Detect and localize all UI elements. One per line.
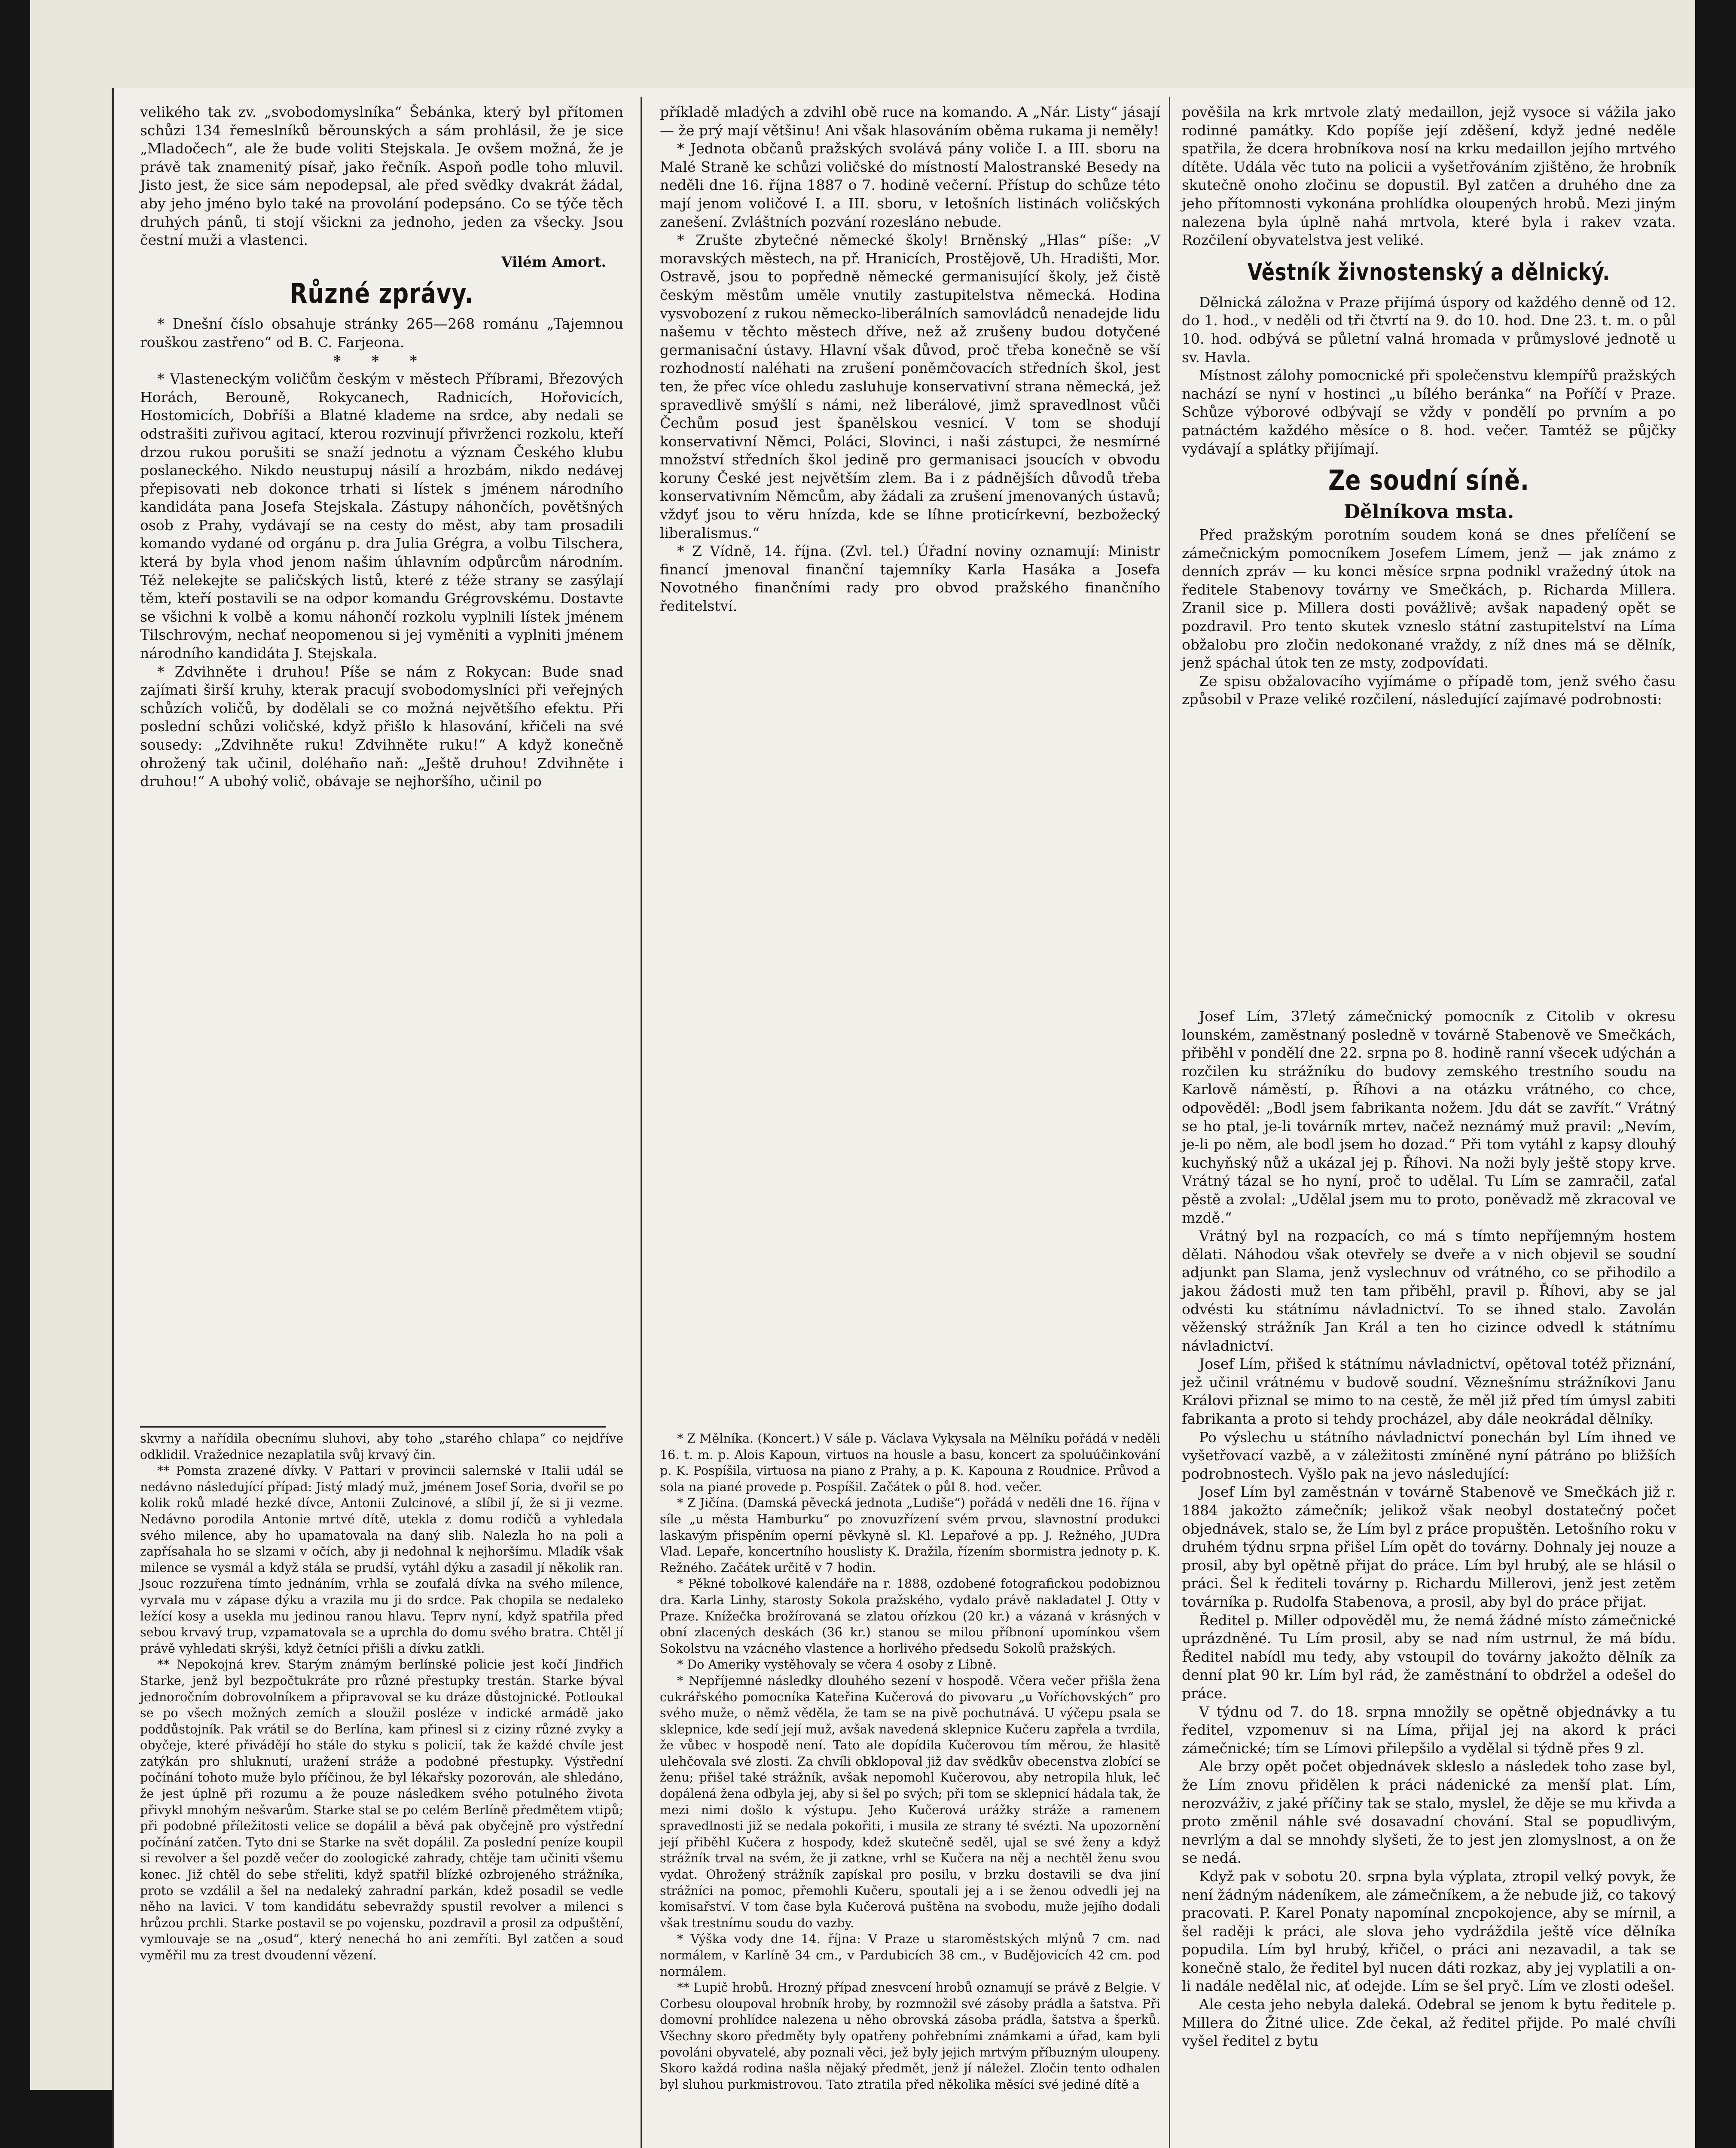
signature: Vilém Amort. <box>501 253 606 270</box>
newspaper-page <box>112 88 1695 2148</box>
scan-left-edge <box>0 0 30 2148</box>
article-z-melnika: * Z Mělníka. (Koncert.) V sále p. Václava Vykysala na Mělníku pořádá v neděli 16. t. m. p. Alois Kapoun, virtuos na housle a basu, koncert za spoluúčinkování p. K. Pospíšila, virtuosa na piano z Prahy, a p. K. Kapouna z Roudnice. Průvod a sola na piané provede p. Pospíšil. Začátek o půl 8. hod. večer. <box>660 1431 1160 1494</box>
soud-paragraph-6: Ředitel p. Miller odpověděl mu, že nemá žádné místo zámečnické uprázdněné. Tu Lím prosil, aby se nad ním ustrnul, že má bídu. Ředitel nabídl mu tedy, aby vstoupil do továrny jakožto dělník za denní plat 90 kr. Lím byl rád, že zaměstnání to obdržel a odešel do práce. <box>1182 1611 1676 1702</box>
article-jednota: * Jednota občanů pražských svolává pány voliče I. a III. sboru na Malé Straně ke schůzi voličské do místností Malostranské Besedy na neděli dne 16. října 1887 o 7. hodině večerní. Přístup do schůze této mají jenom voličové I. a III. sboru, v letošních listinách voličských zanešení. Zvláštních pozvání rozesláno nebude. <box>660 140 1160 230</box>
column-rule-1 <box>641 97 642 2148</box>
column-1-upper <box>140 103 623 791</box>
section-title-vestnik: Věstník živnostenský a dělnický. <box>1247 258 1611 286</box>
soud-paragraph-1: Josef Lím, 37letý zámečnický pomocník z Citolib v okresu lounském, zaměstnaný posledně v továrně Stabenově ve Smečkách, přiběhl v pondělí dne 22. srpna po 8. hodině ranní všecek udýchán a rozčilen ku strážníku do budovy zemského trestního soudu na Karlově náměstí, p. Říhovi a na otázku vrátného, co chce, odpověděl: „Bodl jsem fabrikanta nožem. Jdu dát se zavřít.“ Vrátný se ho ptal, je-li továrník mrtev, načež neznámý muž pravil: „Nevím, je-li po něm, ale bodl jsem ho dozad.“ Při tom vytáhl z kapsy dlouhý kuchyňský nůž a ukázal jej p. Říhovi. Na noži byly ještě stopy krve. Vrátný tázal se ho nyní, proč to udělal. Tu Lím se zamračil, zaťal pěstě a zvolal: „Udělal jsem mu to proto, poněvadž mě zkracoval ve mzdě.“ <box>1182 1008 1676 1226</box>
article-kalendare: * Pěkné tobolkové kalendáře na r. 1888, ozdobené fotografickou podobiznou dra. Karla Linhy, starosty Sokola pražského, vydalo právě nakladatel J. Otty v Praze. Knížečka brožírovaná se zlatou ořízkou (20 kr.) a vázaná v krásných v obní zlacených deskách (36 kr.) stanou se milou příbnoní upomínkou všem Sokolstvu na vzácného vlastence a horlivého předsedu Sokolů pražských. <box>660 1577 1160 1656</box>
article-roman: * Dnešní číslo obsahuje stránky 265—268 románu „Tajemnou rouškou zastřeno“ od B. C. Farjeona. <box>140 315 623 351</box>
article-mistnost: Místnost zálohy pomocnické při společenstvu klempířů pražských nachází se nyní v hostinci „u bílého beránka“ na Poříčí v Praze. Schůze výborové odbývají se vždy v pondělí po prvním a po patnáctém každého měsíce o 8. hod. večer. Tamtéž se půjčky vydávají a splátky přijímají. <box>1182 367 1676 457</box>
section-title-ruzne-zpravy: Různé zprávy. <box>290 278 474 310</box>
column-2-lower <box>660 1431 1160 2093</box>
article-do-ameriky: * Do Ameriky vystěhovaly se včera 4 osoby z Libně. <box>677 1657 997 1672</box>
scan-right-edge <box>1695 0 1736 2148</box>
soud-paragraph-9: Když pak v sobotu 20. srpna byla výplata, ztropil velký povyk, že není žádným nádeníkem, ale zámečníkem, a že nebude již, co takový pracovati. P. Karel Ponaty napomínal zncpokojence, aby se mírnil, a šel raději k práci, ale slova jeho vydráždila ještě více dělníka popudila. Lím byl hrubý, křičel, o práci ani nezavadil, a tak se konečně stalo, že ředitel byl nucen dáti rozkaz, aby jej vyplatili a on-li nadále nedělal nic, ať odejde. Lím se šel pryč. Lím ve zlosti odešel. <box>1182 1867 1676 1995</box>
section-title-soudni-sin: Ze soudní síně. <box>1328 465 1529 497</box>
article-hroby-end: pověšila na krk mrtvole zlatý medaillon, jejž vysoce si vážila jako rodinné památky. Kdo popíše její zděšení, když jedné neděle spatřila, že dcera hrobníkova nosí na krku medaillon jejího mrtvého dítěte. Udála věc tuto na policii a vyšetřováním zjištěno, že hrobník skutečně onoho zločinu se dopustil. Byl zatčen a druhého dne za jeho přítomnosti vykonána prohlídka oloupených hrobů. Mezi jiným nalezena byla úplně nahá mrtvola, které byla i rakev vzata. Rozčilení obyvatelstva jest veliké. <box>1182 104 1676 249</box>
soud-paragraph-3: Josef Lím, přišed k státnímu návladnictví, opětoval totéž přiznání, jež učinil vrátnému v budově soudní. Věznešnímu strážníkovi Janu Královi přiznal se mimo to na cestě, že měl již před tím úmysl zabiti fabrikanta a proto si tehdy procházel, aby dále neokrádal dělníky. <box>1182 1355 1676 1428</box>
article-vyska-vody: * Výška vody dne 14. října: V Praze u staroměstských mlýnů 7 cm. nad normálem, v Karlíně 34 cm., v Pardubicích 38 cm., v Budějovicích 42 cm. pod normálem. <box>660 1932 1160 1979</box>
article-vraždnice-end: skvrny a nařídila obecnímu sluhovi, aby toho „starého chlapa“ co nejdříve odklidil. Vražednice nezaplatila svůj krvavý čin. <box>140 1431 623 1462</box>
article-vlastenecky-volicum: * Vlasteneckým voličům českým v městech Příbrami, Březových Horách, Berouně, Rokycanech, Radnicích, Hořovicích, Hostomicích, Dobříši a Blatné klademe na srdce, aby nedali se odstrašiti zuřivou agitací, kterou rozvinují přivrženci rozkolu, kteří drzou rukou porušiti se snaží jednotu a význam Českého klubu poslaneckého. Nikdo neustupuj násilí a hrozbám, nikdo nedávej přepisovati neb dokonce trhati si lístek s jménem národního kandidáta pana Josefa Stejskala. Zástupy náhončích, povětšných osob z Prahy, vydávají se na cesty do měst, aby tam prosadili komando vydané od orgánu p. dra Julia Grégra, a volbu Tilschera, která by byla vhod jenom našim úhlavním odpůrcům národním. Též nelekejte se paličských listů, které z téže strany se zasýlají těm, kteří postavili se na odpor komandu Grégrovskému. Dostavte se všichni k volbě a komu náhončí rozkolu vyplnili lístek jménem Tilschrovým, nechať neopomenou si jej vyměniti a vyplniti jménem národního kandidáta J. Stejskala. <box>140 370 623 662</box>
article-zruste-skoly: * Zrušte zbytečné německé školy! Brněnský „Hlas“ píše: „V moravských městech, na př. Hranicích, Prostějově, Uh. Hradišti, Mor. Ostravě, jsou to popředně německé germanisující školy, jež čistě českým městům uměle vnutily zastupitelstva německá. Hodina vysvobození z rukou německo-liberálních samovládců nenadejde lidu našemu v těchto městech dříve, než až zrušeny budou dotyčené germanisační ústavy. Hlavní však důvod, proč třeba konečně se vší rozhodností naléhati na zrušení poněmčovacích středních škol, jest ten, že přec více ohledu zasluhuje konservativní strana německá, jež spravedlivě smýšlí s námi, než liberálové, jimž spravedlnost vůči Čechům posud jest španělskou vesnicí. V tom se shodují konservativní Němci, Poláci, Slovinci, i naši zástupci, že nesmírné množství středních škol jedině pro germanisaci jsoucích v obvodu koruny České jest největším zlem. Ba i z pádnějších důvodů třeba konservativním Němcům, aby žádali za zrušení jmenovaných ústavů; vždyť jsou to věru hnízda, kde se líhne proticírkevní, bezbožecký liberalismus.“ <box>660 232 1160 541</box>
soud-paragraph-4: Po výslechu u státního návladnictví ponechán byl Lím ihned ve vyšetřovací vazbě, a v záležitosti zmíněné nyní pátráno po bližších podrobnostech. Vyšlo pak na jevo následující: <box>1182 1428 1676 1482</box>
feuilleton-rule <box>140 1426 606 1428</box>
column-3-lower <box>1182 1007 1676 2050</box>
soud-paragraph-2: Vrátný byl na rozpacích, co má s tímto nepříjemným hostem dělati. Náhodou však otevřely se dveře a v nich objevil se soudní adjunkt pan Slama, jenž vyslechnuv od vrátného, co se přihodilo a jakou žádosti muž ten tam přiběhl, pravil p. Říhovi, aby se jal odvésti ku státnímu návladnictví. To se ihned stalo. Zavolán věženský strážník Jan Král a ten ho cizince odvedl k státnímu návladnictví. <box>1182 1227 1676 1354</box>
soud-paragraph-10: Ale cesta jeho nebyla daleká. Odebral se jenom k bytu ředitele p. Millera do Žitné ulice. Zde čekal, až ředitel přijde. Po malé chvíli vyšel ředitel z bytu <box>1182 1996 1676 2050</box>
column-1-lower <box>140 1431 623 1964</box>
soud-paragraph-7: V týdnu od 7. do 18. srpna množily se opětně objednávky a tu ředitel, vzpomenuv si na Líma, přijal jej na akord k práci zámečnické; tím se Límovi přilepšilo a vydělal si týdně přes 9 zl. <box>1182 1703 1676 1757</box>
article-nasledky-sezeni: * Nepříjemné následky dlouhého sezení v hospodě. Včera večer přišla žena cukrářského pomocníka Kateřina Kučerová do pivovaru „u Voříchovských“ pro svého muže, o němž věděla, že tam se na pivě pochutnává. U výčepu psala se sklepnice, kde sedí její muž, avšak navedená sklepnice Kučeru zapřela a tvrdila, že vůbec v hospodě není. Tato ale dopídila Kučerovou tím měrou, že hlasitě ulehčovala své zlosti. Za chvíli obklopoval již dav svědkův obecenstva zlobící se ženu; přišel také strážník, avšak nepomohl Kučerovou, aby netropila hluk, leč dopálená žena odbyla jej, aby si šel po svých; při tom se sklepnicí hádala tak, že mezi nimi došlo k výstupu. Jeho Kučerová urážky stráže a ramenem spravedlnosti již se nedala pokořiti, i musila ze strany té svézti. Na upozornění její přiběhl Kučera z hospody, kdež skutečně seděl, ujal se své ženy a když strážník trval na svém, že ji zatkne, vrhl se Kučera na něj a nechtěl ženu svou vydat. Ohrožený strážník zapískal pro posilu, v brzku dostavili se dva jiní strážníci na pomoc, přemohli Kučeru, spoutali jej a i se ženou odvedli jej na komisařství. V tom čase byla Kučerová puštěna na svobodu, muže jejího dodali však trestnímu soudu do vazby. <box>660 1673 1160 1930</box>
column-3-upper <box>1182 103 1676 709</box>
article-soud-spis: Ze spisu obžalovacího vyjímáme o případě tom, jenž svého času způsobil v Praze veliké rozčilení, následující zajímavé podrobnosti: <box>1182 672 1676 708</box>
article-soud-intro: Před pražským porotním soudem koná se dnes přelíčení se zámečnickým pomocníkem Josefem Límem, jenž — jak známo z denních zpráv — ku konci měsíce srpna podnikl vražedný útok na ředitele Stabenovy továrny ve Smečkách, p. Richarda Millera. Zranil sice p. Millera dosti povážlivě; avšak napadený opět se pozdravil. Pro tento skutek vzneslo státní zastupitelství na Líma obžalobu pro zločin nedokonané vraždy, z níž dnes má se dělník, jenž spáchal útok ten ze msty, zodpovídati. <box>1182 526 1676 671</box>
article-delnicka-zalozna: Dělnická záložna v Praze přijímá úspory od každého denně od 12. do 1. hod., v neděli od tři čtvrtí na 9. do 10. hod. Dne 23. t. m. o půl 10. hod. odbývá se půletní valná hromada v průmyslové jednotě u sv. Havla. <box>1182 293 1676 366</box>
column-2-upper <box>660 103 1160 616</box>
subtitle-delnikova-msta: Dělníkova msta. <box>1343 501 1514 523</box>
section-divider-stars: * * * <box>333 352 430 369</box>
article-lupic-hrobu: ** Lupič hrobů. Hrozný případ znesvcení hrobů oznamují se právě z Belgie. V Corbesu oloupoval hrobník hroby, by rozmnožil své zásoby prádla a šatstva. Při domovní prohlídce nalezena u něho obrovská zásoba prádla, šatstva a šperků. Všechny skoro předměty byly opatřeny pohřebními známkami a úřad, kam byli povoláni obyvatelé, aby poznali věci, jež byly jejich mrtvým příbuzným uloupeny. Skoro každá rodina našla nějaký předmět, jenž jí náležel. Zločin tento odhalen byl sluhou purkmistrovou. Tato ztratila před několika měsíci své jediné dítě a <box>660 1980 1160 2092</box>
article-pomsta-divky: ** Pomsta zrazené dívky. V Pattari v provincii salernské v Italii udál se nedávno následující případ: Jistý mladý muž, jménem Josef Soria, dvořil se po kolik roků mladé hezké dívce, Antonii Zulcinové, a slíbil jí, že si ji vezme. Nedávno porodila Antonie mrtvé dítě, utekla z domu rodičů a vyhledala svého milence, aby ho upamatovala na daný slib. Nalezla ho na poli a zapřísahala ho se slzami v očích, aby ji nedohnal k nejhoršímu. Mladík však milence se vysmál a když stála se prudší, vytáhl dýku a zasadil jí několik ran. Jsouc rozzuřena tímto jednáním, vrhla se zoufalá dívka na svého milence, vyrvala mu v zápase dýku a vrazila mu ji do srdce. Pak chopila se nedaleko ležící kosy a usekla mu jedinou ranou hlavu. Teprv nyní, když spatřila před sebou krvavý trup, vzpamatovala se a uprchla do domu svého bratra. Chtěl jí právě vyhledati skrýši, když četníci přišli a dívku zatkli. <box>140 1464 623 1656</box>
article-amort-end: velikého tak zv. „svobodomyslníka“ Šebánka, který byl přítomen schůzi 134 řemeslníků běrounských a sám prohlásil, že je sice „Mladočech“, ale že bude voliti Stejskala. Je ovšem možná, že je právě tak znamenitý písař, jako řečník. Aspoň podle toho mluvil. Jisto jest, že sice sám nepodepsal, ale před svědky dvakrát žádal, aby jeho jméno bylo také na provolání podepsáno. Co se týče těch druhých pánů, ti stojí všickni za jednoho, jeden za všecky. Jsou čestní muži a vlastenci. <box>140 104 623 249</box>
soud-paragraph-8: Ale brzy opět počet objednávek skleslo a následek toho zase byl, že Lím znovu přidělen k práci nádenické za menší plat. Lím, nerozváživ, z jaké příčiny tak se stalo, myslel, že děje se mu křivda a proto změnil náhle své dosavadní chování. Stal se popudlivým, nevrlým a dal se mnohdy slyšeti, že to jest jen zlomyslnost, a on že se nedá. <box>1182 1758 1676 1867</box>
article-zdvihnete: * Zdvihněte i druhou! Píše se nám z Rokycan: Bude snad zajímati širší kruhy, kterak pracují svobodomyslníci při veřejných schůzích voličů, by dodělali se co možná největšího efektu. Při poslední schůzi voličské, když přišlo k hlasování, křičeli na své sousedy: „Zdvihněte ruku! Zdvihněte ruku!“ A když konečně ohrožený tak učinil, doléhaño naň: „Ještě druhou! Zdvihněte i druhou!“ A ubohý volič, obávaje se nejhoršího, učinil po <box>140 663 623 790</box>
article-z-jicina: * Z Jičína. (Damská pěvecká jednota „Ludiše“) pořádá v neděli dne 16. října v síle „u města Hamburku“ po znovuzřízení svém prvou, slavnostní produkci laskavým přispěním operní pěvkyně sl. Kl. Lepařové a pp. J. Režného, JUDra Vlad. Lepaře, koncertního houslisty K. Dražila, řízením sbormistra jednoty p. K. Režného. Začátek určitě v 7 hodin. <box>660 1496 1160 1575</box>
article-z-vidne: * Z Vídně, 14. října. (Zvl. tel.) Úřadní noviny oznamují: Ministr financí jmenoval finanční tajemníky Karla Hasáka a Josefa Novotného finančními rady pro obvod pražského finančního ředitelství. <box>660 543 1160 615</box>
article-continuation: příkladě mladých a zdvihl obě ruce na komando. A „Nár. Listy“ jásají — že prý mají většinu! Ani však hlasováním oběma rukama ji neměly! <box>660 104 1160 139</box>
article-nepokojna-krev: ** Nepokojná krev. Starým známým berlínské policie jest kočí Jindřich Starke, jenž byl bezpočtukráte pro různé přestupky trestán. Starke býval jednoročním dobrovolníkem a připravoval se ku dráze důstojnické. Potloukal se po všech možných zemích a sloužil posléze v indické armádě jako poddůstojník. Pak vrátil se do Berlína, kam přinesl si z ciziny různé zvyky a obyčeje, které přivádějí ho stále do styku s policií, tak že každé chvíle jest zatýkán pro shluknutí, uražení stráže a podobné přestupky. Výstřední počínání tohoto muže bylo příčinou, že byl lékařsky pozorován, ale shledáno, že jest úplně při rozumu a že pouze následkem svého potulného života přivykl mnohým nešvarům. Starke stal se po celém Berlíně předmětem vtipů; při podobné příležitosti velice se dopálil a běvá pak obyčejně pro výstřední počínání zatčen. Tyto dni se Starke na svět dopálil. Za poslední peníze koupil si revolver a šel pozdě večer do zoologické zahrady, chtěje tam učiniti všemu konec. Již chtěl do sebe střeliti, když spatřil blízké ozbrojeného strážníka, proto se vzdálil a šel na nedaleký zahradní parkán, kdež posadil se vedle něho na lavici. V tom kandidátu sebevraždy spustil revolver a milenci s hrůzou prchli. Starke postavil se po vojensku, pozdravil a prosil za odpuštění, vymlouvaje se na „osud“, který nenechá ho ani zemříti. Byl zatčen a soud vyměřil mu za trest dvoudenní vězení. <box>140 1657 623 1962</box>
soud-paragraph-5: Josef Lím byl zaměstnán v továrně Stabenově ve Smečkách již r. 1884 jakožto zámečník; jelikož však neobyl dostatečný počet objednávek, stalo se, že Lím byl z práce propuštěn. Letošního roku v druhém týdnu srpna přišel Lím opět do továrny. Dohnaly jej nouze a prosil, aby byl opětně přijat do práce. Lím byl hrubý, ale se hlásil o práci. Šel k řediteli továrny p. Richardu Millerovi, jenž jest zetěm továrníka p. Rudolfa Stabenova, a prosil, aby byl do práce přijat. <box>1182 1483 1676 1610</box>
column-rule-2 <box>1169 97 1170 2148</box>
